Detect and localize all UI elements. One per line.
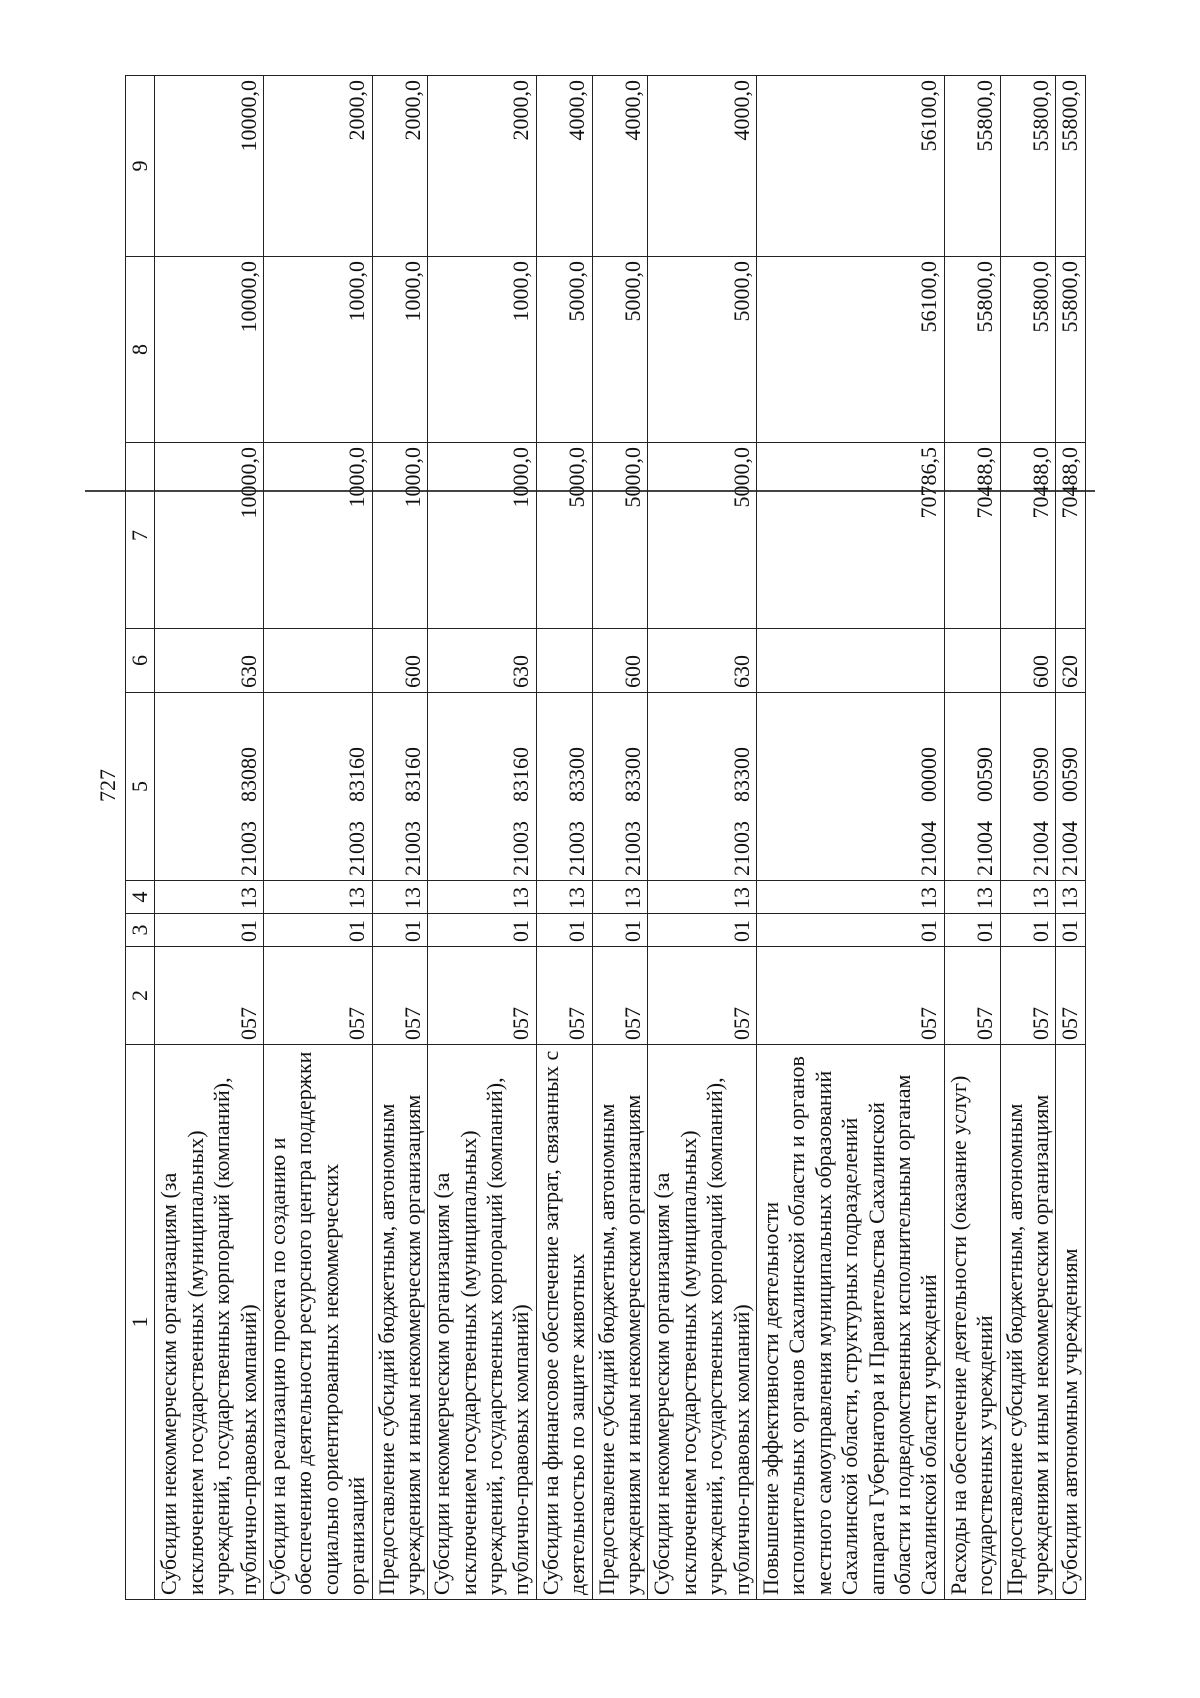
row-col3: 01: [1056, 914, 1085, 947]
row-col6: 630: [155, 629, 264, 693]
row-col2: 057: [1056, 947, 1085, 1045]
row-col3: 01: [428, 914, 537, 947]
row-col5-a: 21003: [620, 821, 646, 876]
row-col5: [1056, 693, 1085, 881]
row-col9: 4000,0: [648, 76, 757, 257]
row-col8: 56100,0: [756, 257, 944, 443]
row-col3: 01: [648, 914, 757, 947]
row-col8: 5000,0: [592, 257, 648, 443]
row-col2: 057: [648, 947, 757, 1045]
col-header: 4: [126, 881, 155, 914]
row-name: Повышение эффективности деятельности исполнительных органов Сахалинской области и органов местного самоуправления муниципальных образований Сахалинской области, структурных подразделений аппарата Губернатора и Правительства Сахалинской области и подведомственных исполнительным органам Сахалинской области учреждений: [756, 1045, 944, 1600]
row-col9: 4000,0: [536, 76, 592, 257]
table-row: [428, 76, 537, 1600]
row-col5: [263, 693, 372, 881]
row-col5-a: 21003: [344, 821, 370, 876]
row-col4: 13: [263, 881, 372, 914]
row-col2: 057: [1000, 947, 1056, 1045]
row-col7: 1000,0: [428, 443, 537, 629]
row-col9: 55800,0: [944, 76, 1000, 257]
table-row: [648, 76, 757, 1600]
row-col8: 1000,0: [428, 257, 537, 443]
row-col5-b: 83160: [344, 747, 370, 802]
row-col2: 057: [536, 947, 592, 1045]
row-col2: 057: [592, 947, 648, 1045]
row-col4: 13: [428, 881, 537, 914]
row-col7: 1000,0: [372, 443, 428, 629]
row-col2: 057: [155, 947, 264, 1045]
row-col9: 4000,0: [592, 76, 648, 257]
row-col7: 1000,0: [263, 443, 372, 629]
row-col3: 01: [263, 914, 372, 947]
table-row: [155, 76, 264, 1600]
row-col8: 5000,0: [648, 257, 757, 443]
row-col9: 55800,0: [1000, 76, 1056, 257]
rotated-page: [85, 0, 1095, 1600]
row-col5-b: 00590: [1027, 747, 1053, 802]
row-col3: 01: [592, 914, 648, 947]
row-col6: [756, 629, 944, 693]
col-header: 8: [126, 257, 155, 443]
row-col5-b: 00590: [972, 747, 998, 802]
row-col4: 13: [372, 881, 428, 914]
row-name: Предоставление субсидий бюджетным, автономным учреждениям и иным некоммерческим организациям: [592, 1045, 648, 1600]
row-name: Субсидии на реализацию проекта по созданию и обеспечению деятельности ресурсного центра поддержки социально ориентированных некоммерческих организаций: [263, 1045, 372, 1600]
row-col4: 13: [592, 881, 648, 914]
row-col2: 057: [263, 947, 372, 1045]
row-col7: 5000,0: [648, 443, 757, 629]
row-col8: 55800,0: [1000, 257, 1056, 443]
row-col9: 10000,0: [155, 76, 264, 257]
row-col3: 01: [944, 914, 1000, 947]
row-col4: 13: [1000, 881, 1056, 914]
table-body: [155, 76, 1085, 1600]
row-col3: 01: [536, 914, 592, 947]
row-col5-a: 21004: [972, 821, 998, 876]
row-col6: 600: [592, 629, 648, 693]
row-col9: 55800,0: [1056, 76, 1085, 257]
row-col8: 1000,0: [263, 257, 372, 443]
row-col7: 70488,0: [944, 443, 1000, 629]
row-col4: 13: [536, 881, 592, 914]
row-col5-a: 21003: [235, 821, 261, 876]
row-col5: [428, 693, 537, 881]
row-col7: 10000,0: [155, 443, 264, 629]
row-col3: 01: [756, 914, 944, 947]
col-header: 3: [126, 914, 155, 947]
row-name: Субсидии на финансовое обеспечение затрат, связанных с деятельностью по защите животных: [536, 1045, 592, 1600]
row-col2: 057: [944, 947, 1000, 1045]
row-col6: 600: [372, 629, 428, 693]
row-name: Предоставление субсидий бюджетным, автономным учреждениям и иным некоммерческим организациям: [1000, 1045, 1056, 1600]
row-name: Расходы на обеспечение деятельности (оказание услуг) государственных учреждений: [944, 1045, 1000, 1600]
row-col9: 56100,0: [756, 76, 944, 257]
table-row: [263, 76, 372, 1600]
row-col5-b: 83160: [508, 747, 534, 802]
row-col3: 01: [1000, 914, 1056, 947]
row-col5-b: 00000: [916, 747, 942, 802]
row-col5-a: 21004: [1057, 821, 1083, 876]
row-col5-b: 83080: [235, 747, 261, 802]
row-col5: [1000, 693, 1056, 881]
row-name: Предоставление субсидий бюджетным, автономным учреждениям и иным некоммерческим организациям: [372, 1045, 428, 1600]
row-col5-a: 21003: [399, 821, 425, 876]
row-col5-b: 83300: [564, 747, 590, 802]
row-col8: 55800,0: [944, 257, 1000, 443]
table-row: [372, 76, 428, 1600]
row-col3: 01: [372, 914, 428, 947]
col-header: 9: [126, 76, 155, 257]
row-col5: [372, 693, 428, 881]
row-col6: 630: [428, 629, 537, 693]
row-col9: 2000,0: [372, 76, 428, 257]
row-col8: 10000,0: [155, 257, 264, 443]
row-name: Субсидии автономным учреждениям: [1056, 1045, 1085, 1600]
header-row: [126, 76, 155, 1600]
col-header: 5: [126, 693, 155, 881]
row-col5: [592, 693, 648, 881]
row-col2: 057: [756, 947, 944, 1045]
row-col7: 5000,0: [592, 443, 648, 629]
row-col8: 1000,0: [372, 257, 428, 443]
row-col9: 2000,0: [428, 76, 537, 257]
row-col4: 13: [944, 881, 1000, 914]
row-col5-a: 21004: [916, 821, 942, 876]
row-col5: [756, 693, 944, 881]
row-col6: 600: [1000, 629, 1056, 693]
row-col4: 13: [756, 881, 944, 914]
row-col5-a: 21003: [728, 821, 754, 876]
row-col5-b: 00590: [1057, 747, 1083, 802]
row-col6: 630: [648, 629, 757, 693]
table-row: [536, 76, 592, 1600]
row-col8: 5000,0: [536, 257, 592, 443]
row-col5-b: 83300: [620, 747, 646, 802]
row-col3: 01: [155, 914, 264, 947]
row-col6: [944, 629, 1000, 693]
row-col5-a: 21003: [564, 821, 590, 876]
row-col7: 70786,5: [756, 443, 944, 629]
row-col6: [263, 629, 372, 693]
row-col5-b: 83160: [399, 747, 425, 802]
row-name: Субсидии некоммерческим организациям (за исключением государственных (муниципальных) учреждений, государственных корпораций (компаний), публично-правовых компаний): [155, 1045, 264, 1600]
row-col7: 70488,0: [1000, 443, 1056, 629]
row-col4: 13: [648, 881, 757, 914]
table-row: [592, 76, 648, 1600]
table-row: [1000, 76, 1056, 1600]
budget-table: [125, 75, 1086, 1600]
row-col5: [648, 693, 757, 881]
row-col5-a: 21003: [508, 821, 534, 876]
row-col7: 5000,0: [536, 443, 592, 629]
row-col8: 55800,0: [1056, 257, 1085, 443]
table-row: [1056, 76, 1085, 1600]
row-col2: 057: [372, 947, 428, 1045]
row-col5: [944, 693, 1000, 881]
col-header: 2: [126, 947, 155, 1045]
col-header: 7: [126, 443, 155, 629]
row-col4: 13: [1056, 881, 1085, 914]
row-col5: [536, 693, 592, 881]
row-col7: 70488,0: [1056, 443, 1085, 629]
row-col5-a: 21004: [1027, 821, 1053, 876]
row-name: Субсидии некоммерческим организациям (за исключением государственных (муниципальных) учреждений, государственных корпораций (компаний), публично-правовых компаний): [648, 1045, 757, 1600]
table-row: [756, 76, 944, 1600]
row-col2: 057: [428, 947, 537, 1045]
row-col9: 2000,0: [263, 76, 372, 257]
row-col4: 13: [155, 881, 264, 914]
col-header: 6: [126, 629, 155, 693]
row-col5-b: 83300: [728, 747, 754, 802]
page-number: 727: [95, 769, 120, 802]
row-name: Субсидии некоммерческим организациям (за исключением государственных (муниципальных) учреждений, государственных корпораций (компаний), публично-правовых компаний): [428, 1045, 537, 1600]
row-col6: [536, 629, 592, 693]
col-header: 1: [126, 1045, 155, 1600]
table-row: [944, 76, 1000, 1600]
row-col6: 620: [1056, 629, 1085, 693]
row-col5: [155, 693, 264, 881]
